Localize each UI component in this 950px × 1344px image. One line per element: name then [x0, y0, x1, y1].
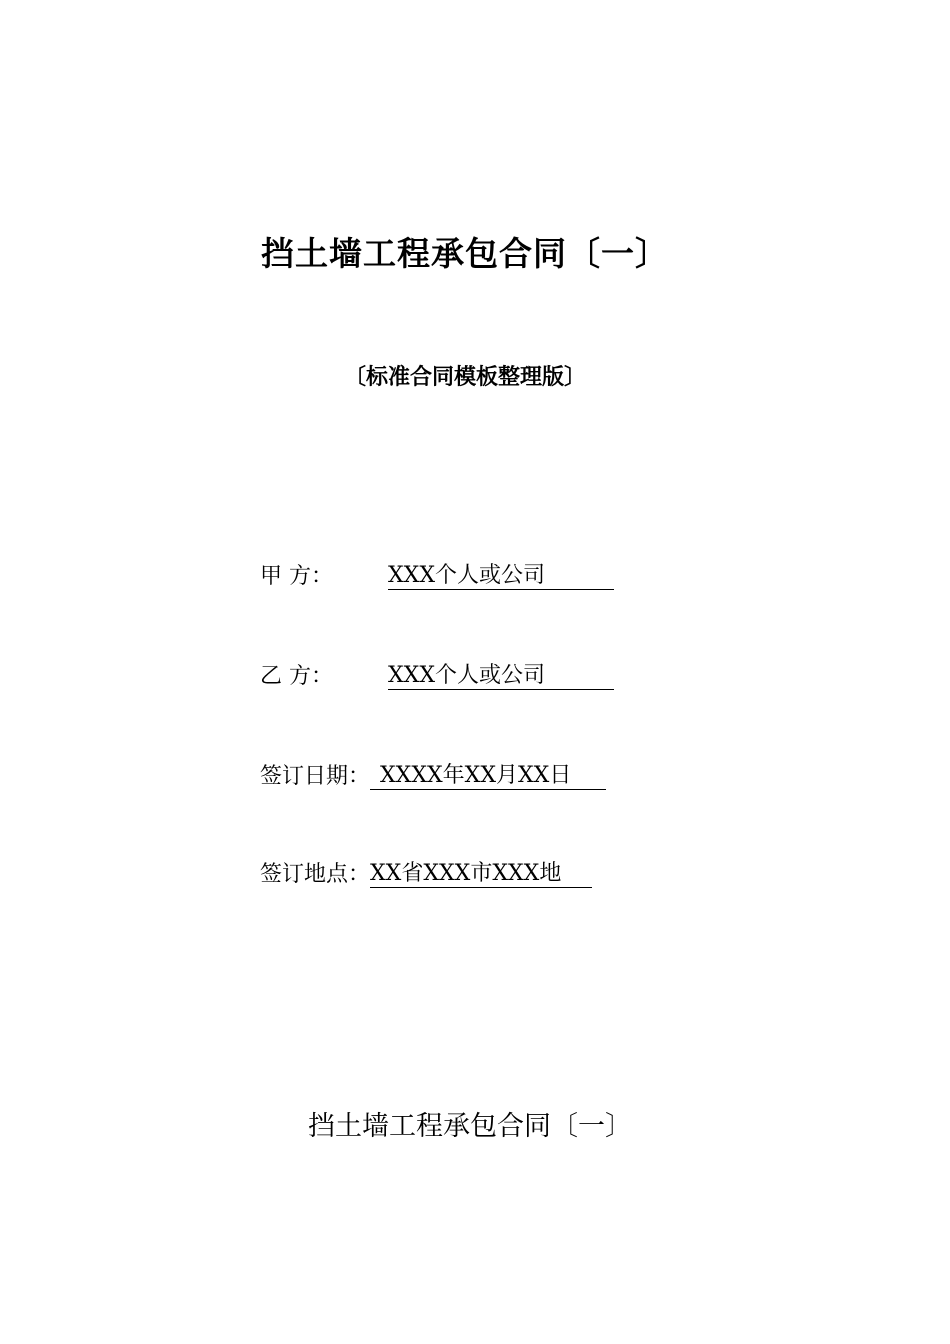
document-title: 挡土墙工程承包合同〔一〕 — [261, 234, 669, 273]
party-a-value: XXX个人或公司 — [388, 563, 614, 590]
signing-place-value: XX省XXX市XXX地 — [370, 861, 592, 888]
signing-date-value: XXXX年XX月XX日 — [370, 763, 606, 790]
signing-date-field — [260, 760, 606, 790]
party-b-label: 乙 方： — [260, 664, 334, 689]
party-b-value: XXX个人或公司 — [388, 663, 614, 690]
document-subtitle: 〔标准合同模板整理版〕 — [343, 364, 586, 390]
party-a-field — [260, 560, 614, 590]
body-title: 挡土墙工程承包合同〔一〕 — [308, 1111, 632, 1142]
signing-date-label: 签订日期： — [260, 764, 371, 789]
signing-place-label: 签订地点： — [260, 862, 371, 887]
party-a-label: 甲 方： — [260, 564, 334, 589]
party-b-field — [260, 660, 614, 690]
signing-place-field — [260, 858, 592, 888]
